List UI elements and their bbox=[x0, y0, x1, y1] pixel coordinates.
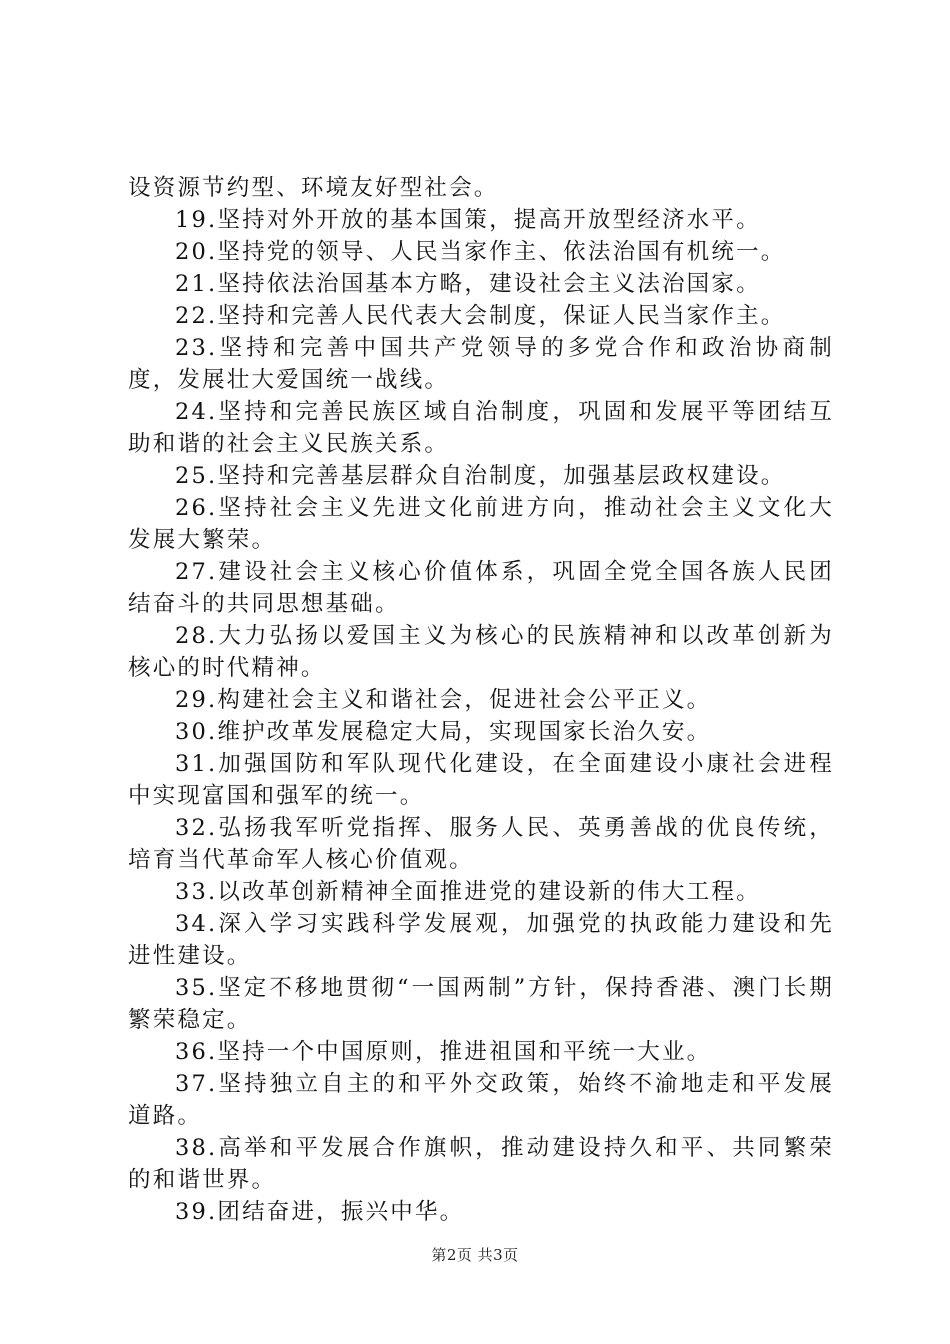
numbered-item: 34.深入学习实践科学发展观，加强党的执政能力建设和先进性建设。 bbox=[128, 911, 834, 969]
numbered-item: 22.坚持和完善人民代表大会制度，保证人民当家作主。 bbox=[175, 303, 786, 329]
numbered-item: 23.坚持和完善中国共产党领导的多党合作和政治协商制度，发展壮大爱国统一战线。 bbox=[128, 335, 834, 393]
numbered-item: 36.坚持一个中国原则，推进祖国和平统一大业。 bbox=[175, 1039, 712, 1065]
numbered-item: 24.坚持和完善民族区域自治制度，巩固和发展平等团结互助和谐的社会主义民族关系。 bbox=[128, 399, 834, 457]
numbered-item: 32.弘扬我军听党指挥、服务人民、英勇善战的优良传统，培育当代革命军人核心价值观。 bbox=[128, 815, 834, 873]
numbered-item: 38.高举和平发展合作旗帜，推动建设持久和平、共同繁荣的和谐世界。 bbox=[128, 1135, 834, 1193]
continued-paragraph: 设资源节约型、环境友好型社会。 bbox=[128, 175, 499, 201]
numbered-item: 28.大力弘扬以爱国主义为核心的民族精神和以改革创新为核心的时代精神。 bbox=[128, 623, 834, 681]
document-body bbox=[128, 172, 834, 1228]
numbered-item: 25.坚持和完善基层群众自治制度，加强基层政权建设。 bbox=[175, 463, 786, 489]
numbered-item: 30.维护改革发展稳定大局，实现国家长治久安。 bbox=[175, 719, 712, 745]
numbered-item: 29.构建社会主义和谐社会，促进社会公平正义。 bbox=[175, 687, 712, 713]
numbered-item: 21.坚持依法治国基本方略，建设社会主义法治国家。 bbox=[175, 271, 761, 297]
page-footer: 第2页 共3页 bbox=[431, 1246, 519, 1264]
numbered-item: 37.坚持独立自主的和平外交政策，始终不渝地走和平发展道路。 bbox=[128, 1071, 834, 1129]
numbered-item: 20.坚持党的领导、人民当家作主、依法治国有机统一。 bbox=[175, 239, 786, 265]
numbered-item: 27.建设社会主义核心价值体系，巩固全党全国各族人民团结奋斗的共同思想基础。 bbox=[128, 559, 834, 617]
numbered-item: 35.坚定不移地贯彻“一国两制”方针，保持香港、澳门长期繁荣稳定。 bbox=[128, 975, 834, 1033]
numbered-item: 33.以改革创新精神全面推进党的建设新的伟大工程。 bbox=[175, 879, 761, 905]
numbered-item: 26.坚持社会主义先进文化前进方向，推动社会主义文化大发展大繁荣。 bbox=[128, 495, 834, 553]
numbered-item: 19.坚持对外开放的基本国策，提高开放型经济水平。 bbox=[175, 207, 761, 233]
numbered-item: 39.团结奋进，振兴中华。 bbox=[175, 1199, 465, 1225]
numbered-item: 31.加强国防和军队现代化建设，在全面建设小康社会进程中实现富国和强军的统一。 bbox=[128, 751, 834, 809]
